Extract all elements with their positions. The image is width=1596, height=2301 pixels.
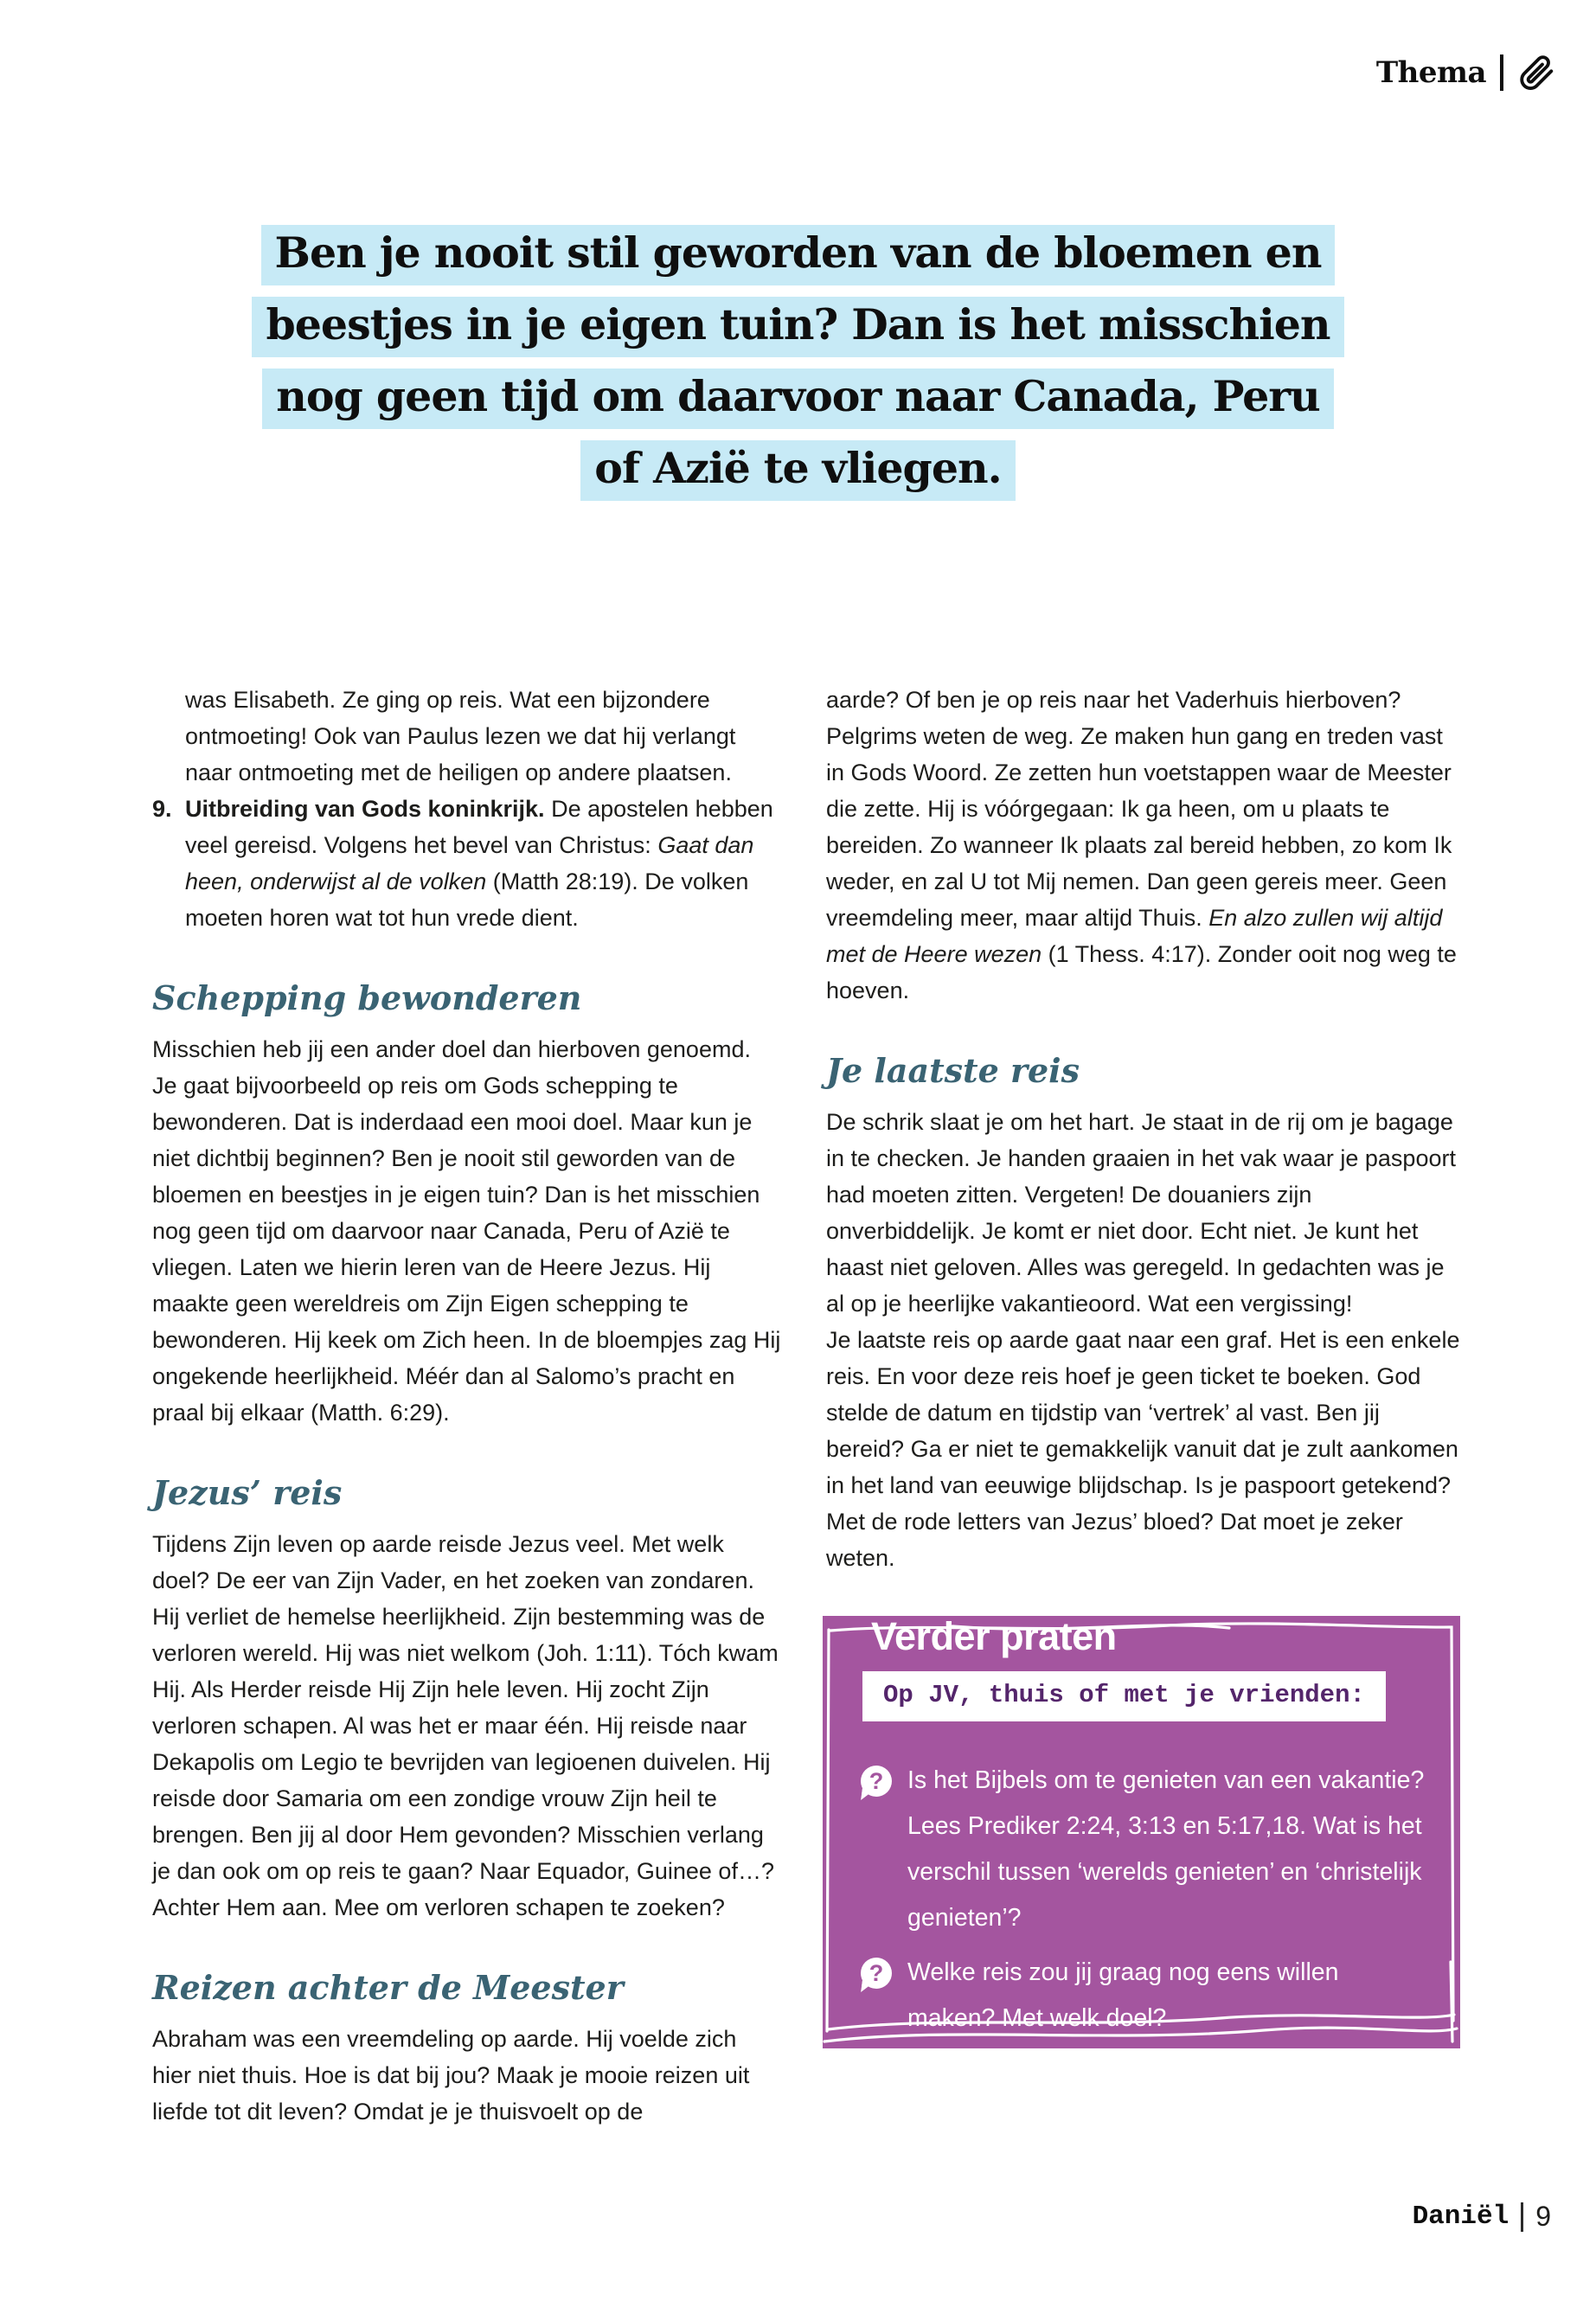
right-column (826, 682, 1464, 2130)
headline-line: Ben je nooit stil geworden van de bloemen en (0, 217, 1596, 289)
question-bubble-icon: ? (861, 1958, 892, 1989)
discussion-box (823, 1616, 1460, 2048)
headline (0, 0, 1596, 504)
discussion-questions (861, 1758, 1427, 2041)
page-header (1376, 54, 1555, 92)
numbered-list-item (152, 791, 781, 936)
list-item-text: Uitbreiding van Gods koninkrijk. De apostelen hebben veel gereisd. Volgens het bevel van Christus: Gaat dan heen, onderwijst al de volken (Matth 28:19). De volken moeten horen wat tot hun vrede dient. (185, 796, 773, 931)
discussion-title: Verder praten (871, 1614, 1117, 1658)
question-item (861, 1950, 1427, 2041)
section-paragraph: Abraham was een vreemdeling op aarde. Hij voelde zich hier niet thuis. Hoe is dat bij jou? Maak je mooie reizen uit liefde tot dit leven? Omdat je je thuisvoelt op de (152, 2026, 750, 2125)
headline-line: of Azië te vliegen. (0, 433, 1596, 504)
paperclip-icon (1517, 54, 1555, 92)
question-text: Welke reis zou jij graag nog eens willen maken? Met welk doel? (907, 1958, 1339, 2032)
page-number: 9 (1535, 2201, 1551, 2232)
section-heading-jezus-reis: Jezus’ reis (152, 1473, 343, 1512)
question-text: Is het Bijbels om te genieten van een vakantie? Lees Prediker 2:24, 3:13 en 5:17,18. Wat is het verschil tussen ‘werelds genieten’ en ‘christelijk genieten’? (907, 1766, 1425, 1932)
continued-paragraph: aarde? Of ben je op reis naar het Vaderhuis hierboven? Pelgrims weten de weg. Ze maken hun gang en treden vast in Gods Woord. Ze zetten hun voetstappen waar de Meester die zette. Hij is vóórgegaan: Ik ga heen, om u plaats te bereiden. Zo wanneer Ik plaats zal bereid hebben, zo kom Ik weder, en zal U tot Mij nemen. Dan geen gereis meer. Geen vreemdeling meer, maar altijd Thuis. En alzo zullen wij altijd met de Heere wezen (1 Thess. 4:17). Zonder ooit nog weg te hoeven. (826, 687, 1457, 1003)
section-heading-reizen: Reizen achter de Meester (152, 1968, 624, 2007)
page-footer (1413, 2201, 1551, 2233)
body-columns (152, 682, 1464, 2130)
discussion-subtitle: Op JV, thuis of met je vrienden: (862, 1671, 1386, 1721)
list-number: 9. (152, 796, 172, 822)
question-bubble-icon: ? (861, 1766, 892, 1797)
section-paragraph: De schrik slaat je om het hart. Je staat in de rij om je bagage in te checken. Je handen graaien in het vak waar je paspoort had moeten zitten. Vergeten! De douaniers zijn onverbiddelijk. Je komt er niet door. Echt niet. Je kunt het haast niet geloven. Alles was geregeld. In gedachten was je al op je heerlijke vakantieoord. Wat een vergissing! (826, 1109, 1456, 1317)
section-heading-schepping: Schepping bewonderen (152, 978, 582, 1017)
section-paragraph: Misschien heb jij een ander doel dan hierboven genoemd. Je gaat bijvoorbeeld op reis om Gods schepping te bewonderen. Dat is inderdaad een mooi doel. Maar kun je niet dichtbij beginnen? Ben je nooit stil geworden van de bloemen en beestjes in je eigen tuin? Dan is het misschien nog geen tijd om daarvoor naar Canada, Peru of Azië te vliegen. Laten we hierin leren van de Heere Jezus. Hij maakte geen wereldreis om Zijn Eigen schepping te bewonderen. Hij keek om Zich heen. In de bloempjes zag Hij ongekende heerlijkheid. Méér dan al Salomo’s pracht en praal bij elkaar (Matth. 6:29). (152, 1036, 781, 1426)
category-label: Thema (1375, 55, 1486, 90)
left-column (152, 682, 781, 2130)
header-divider (1500, 54, 1503, 91)
headline-line: nog geen tijd om daarvoor naar Canada, Peru (0, 361, 1596, 433)
section-paragraph: Tijdens Zijn leven op aarde reisde Jezus veel. Met welk doel? De eer van Zijn Vader, en het zoeken van zondaren. Hij verliet de hemelse heerlijkheid. Zijn bestemming was de verloren wereld. Hij was niet welkom (Joh. 1:11). Tóch kwam Hij. Als Herder reisde Hij Zijn hele leven. Hij zocht Zijn verloren schapen. Al was het er maar één. Hij reisde naar Dekapolis om Legio te bevrijden van legioenen duivelen. Hij reisde door Samaria om een zondige vrouw Zijn heil te brengen. Ben jij al door Hem gevonden? Misschien verlang je dan ook om op reis te gaan? Naar Equador, Guinee of…? Achter Hem aan. Mee om verloren schapen te zoeken? (152, 1531, 779, 1920)
section-heading-laatste-reis: Je laatste reis (826, 1051, 1080, 1090)
intro-paragraph: was Elisabeth. Ze ging op reis. Wat een bijzondere ontmoeting! Ook van Paulus lezen we dat hij verlangt naar ontmoeting met de heiligen op andere plaatsen. (185, 687, 736, 785)
section-paragraph: Je laatste reis op aarde gaat naar een graf. Het is een enkele reis. En voor deze reis hoef je geen ticket te boeken. God stelde de datum en tijdstip van ‘vertrek’ al vast. Ben jij bereid? Ga er niet te gemakkelijk vanuit dat je zult aankomen in het land van eeuwige blijdschap. Is je paspoort getekend? Met de rode letters van Jezus’ bloed? Dat moet je zeker weten. (826, 1327, 1460, 1571)
question-item (861, 1758, 1427, 1941)
headline-line: beestjes in je eigen tuin? Dan is het misschien (0, 289, 1596, 361)
footer-divider (1521, 2202, 1523, 2232)
magazine-name: Daniël (1412, 2202, 1509, 2232)
